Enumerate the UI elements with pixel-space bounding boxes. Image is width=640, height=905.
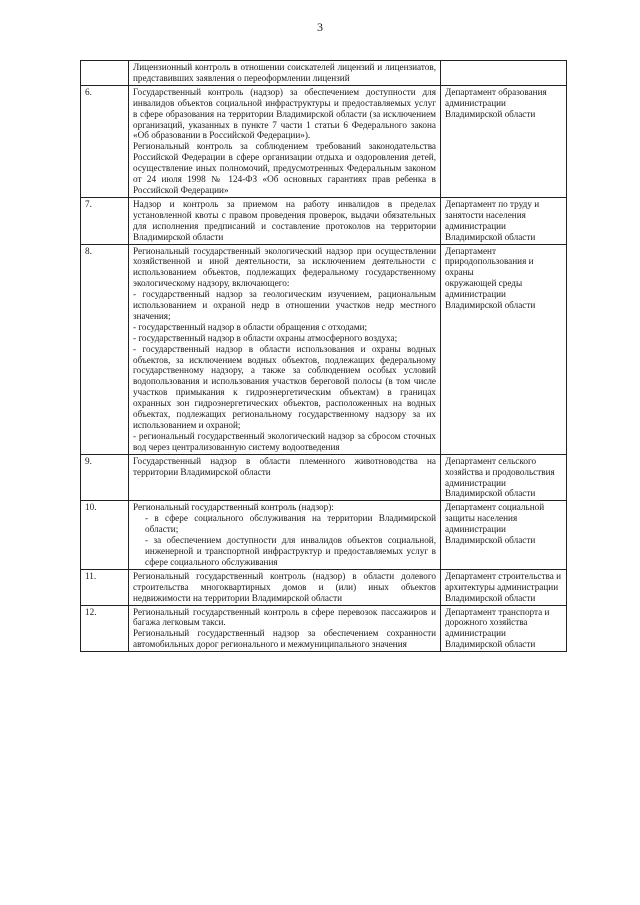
table-row	[81, 61, 567, 86]
table-row	[81, 569, 567, 605]
responsible-department	[441, 605, 567, 652]
table-row	[81, 85, 567, 197]
row-number: 9.	[81, 454, 129, 501]
department-line: природопользования и охраны	[445, 256, 534, 278]
department-line: Департамент	[445, 245, 496, 256]
department-line: Департамент строительства и	[445, 570, 562, 581]
table-row	[81, 244, 567, 454]
department-line: Владимирской области	[445, 535, 536, 546]
description-paragraph: Региональный контроль за соблюдением требований законодательства Российской Федерации в сфере организации отдыха и оздоровления детей, осуществление иных полномочий, предусмотренных Федеральным законом от 24 июля 1998 № 124-ФЗ «Об основных гарантиях прав ребенка в Российской Федерации»	[133, 141, 436, 195]
department-line: администрации	[445, 220, 506, 231]
oversight-description	[129, 85, 441, 197]
responsible-department	[441, 569, 567, 605]
department-line: администрации	[445, 97, 506, 108]
description-paragraph: Региональный государственный надзор за обеспечением сохранности автомобильных дорог регионального и межмуниципального значения	[133, 628, 436, 650]
oversight-description	[129, 61, 441, 86]
department-line: Владимирской области	[445, 592, 536, 603]
department-line: администрации	[445, 628, 506, 639]
row-number: 12.	[81, 605, 129, 652]
department-line: Департамент по труду и	[445, 198, 540, 209]
oversight-description	[129, 501, 441, 569]
department-line: Владимирской области	[445, 639, 536, 650]
row-number: 6.	[81, 85, 129, 197]
row-number: 8.	[81, 244, 129, 454]
description-paragraph: Государственный надзор в области племенного животноводства на территории Владимирской области	[133, 455, 436, 477]
department-line: Департамент образования	[445, 86, 547, 97]
row-number	[81, 61, 129, 86]
description-paragraph: - региональный государственный экологический надзор за сбросом сточных вод через централизованную систему водоотведения	[133, 430, 436, 452]
department-line: защиты населения	[445, 513, 518, 524]
department-line: архитектуры администрации	[445, 581, 559, 592]
row-number: 7.	[81, 197, 129, 244]
table-row	[81, 197, 567, 244]
description-paragraph: - государственный надзор в области охраны атмосферного воздуха;	[133, 332, 398, 343]
oversight-table	[80, 60, 567, 652]
description-paragraph: Региональный государственный экологический надзор при осуществлении хозяйственной и иной деятельности, за исключением деятельности с использованием объектов, подлежащих федеральному государственному экологическому надзору, включающего:	[133, 245, 436, 289]
description-paragraph: Региональный государственный контроль (надзор):	[133, 502, 334, 513]
department-line: администрации	[445, 289, 506, 300]
department-line: администрации	[445, 524, 506, 535]
responsible-department	[441, 501, 567, 569]
department-line: дорожного хозяйства	[445, 617, 528, 628]
responsible-department	[441, 197, 567, 244]
description-paragraph: Региональный государственный контроль в сфере перевозок пассажиров и багажа легковым такси.	[133, 606, 436, 628]
department-line: хозяйства и продовольствия	[445, 466, 555, 477]
description-paragraph: - государственный надзор за геологическим изучением, рациональным использованием и охраной недр в отношении участков недр местного значения;	[133, 289, 436, 321]
table-row	[81, 501, 567, 569]
oversight-description	[129, 454, 441, 501]
description-paragraph: Лицензионный контроль в отношении соискателей лицензий и лицензиатов, представивших заявления о переоформлении лицензий	[133, 62, 436, 83]
department-line: администрации	[445, 477, 506, 488]
description-paragraph: - государственный надзор в области использования и охраны водных объектов, за исключением водных объектов, подлежащих федеральному государственному надзору, а также за соблюдением особых условий водопользования и использования участков береговой полосы (в том числе участков примыкания к гидроэнергетическим объектам) в границах охранных зон гидроэнергетических объектов, расположенных на водных объектах, подлежащих региональному государственному надзору за их использованием и охраной;	[133, 343, 436, 430]
page-number: 3	[317, 20, 323, 34]
responsible-department	[441, 454, 567, 501]
department-line: Владимирской области	[445, 488, 536, 499]
department-line: Департамент сельского	[445, 455, 537, 466]
department-line: Владимирской области	[445, 300, 536, 311]
description-paragraph: Государственный контроль (надзор) за обеспечением доступности для инвалидов объектов социальной инфраструктуры и предоставляемых услуг в сфере образования на территории Владимирской области (за исключением организаций, указанных в пункте 7 части 1 статьи 6 Федерального закона «Об образовании в Российской Федерации»).	[133, 86, 436, 141]
oversight-description	[129, 244, 441, 454]
department-line: окружающей среды	[445, 278, 523, 289]
responsible-department	[441, 244, 567, 454]
responsible-department	[441, 85, 567, 197]
department-line: Департамент социальной	[445, 502, 545, 513]
description-paragraph: - государственный надзор в области обращения с отходами;	[133, 321, 368, 332]
description-paragraph: Надзор и контроль за приемом на работу инвалидов в пределах установленной квоты с правом проведения проверок, выдачи обязательных для исполнения предписаний и составление протоколов на территории Владимирской области	[133, 198, 436, 242]
table-row	[81, 605, 567, 652]
department-line: Департамент транспорта и	[445, 606, 550, 617]
row-number: 10.	[81, 501, 129, 569]
description-paragraph: - в сфере социального обслуживания на территории Владимирской области;	[145, 513, 436, 535]
description-paragraph: Региональный государственный контроль (надзор) в области долевого строительства многоквартирных домов и (или) иных объектов недвижимости на территории Владимирской области	[133, 570, 436, 603]
table-row	[81, 454, 567, 501]
oversight-description	[129, 197, 441, 244]
department-line: Владимирской области	[445, 108, 536, 119]
department-line: Владимирской области	[445, 231, 536, 242]
row-number: 11.	[81, 569, 129, 605]
responsible-department	[441, 61, 567, 86]
oversight-description	[129, 569, 441, 605]
oversight-description	[129, 605, 441, 652]
department-line: занятости населения	[445, 209, 526, 220]
description-paragraph: - за обеспечением доступности для инвалидов объектов социальной, инженерной и транспортной инфраструктур и предоставляемых услуг в сфере социального обслуживания	[145, 535, 436, 567]
